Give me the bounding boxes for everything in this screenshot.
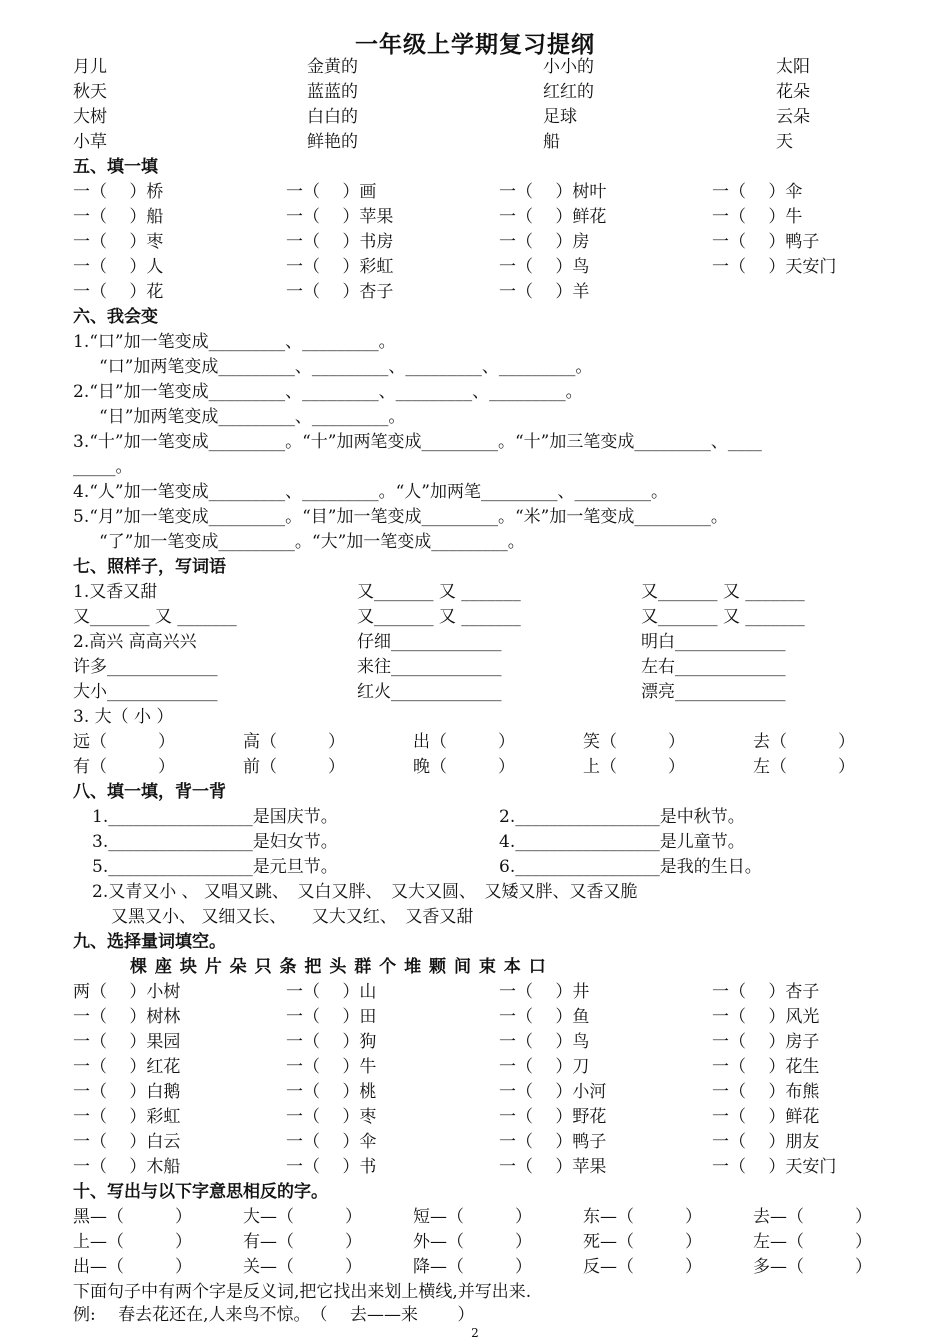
opposite-item: 左（ ） — [753, 757, 855, 777]
match-row — [73, 130, 890, 155]
opposite-item: 晚（ ） — [413, 757, 515, 777]
word-item: 又_______ 又 _______ — [641, 607, 805, 627]
phrase-line: 2.又青又小 、 又唱又跳、 又白又胖、 又大又圆、 又矮又胖、又香又脆 — [92, 882, 638, 902]
measure-item: 一（ ）刀 — [499, 1057, 590, 1077]
measure-row — [73, 1155, 890, 1180]
match-cell: 云朵 — [776, 107, 810, 127]
match-cell: 秋天 — [73, 82, 107, 102]
opposite-item: 高（ ） — [243, 732, 345, 752]
fill-item: 一（ ）船 — [73, 207, 164, 227]
fill-row — [73, 280, 890, 305]
holiday-item: 3._________________是妇女节。 — [92, 832, 338, 852]
antonym-item: 死—（ ） — [583, 1232, 702, 1252]
measure-row — [73, 1105, 890, 1130]
opposite-row — [73, 730, 890, 755]
match-row — [73, 80, 890, 105]
fill-item: 一（ ）苹果 — [286, 207, 394, 227]
opposite-item: 去（ ） — [753, 732, 855, 752]
word-item: 又_______ 又 _______ — [641, 582, 805, 602]
antonym-row — [73, 1255, 890, 1280]
antonym-item: 外—（ ） — [413, 1232, 532, 1252]
measure-item: 一（ ）天安门 — [712, 1157, 837, 1177]
holiday-item: 6._________________是我的生日。 — [499, 857, 762, 877]
opposite-item: 出（ ） — [413, 732, 515, 752]
fill-item: 一（ ）彩虹 — [286, 257, 394, 277]
fill-item: 一（ ）花 — [73, 282, 164, 302]
match-cell: 红红的 — [543, 82, 594, 102]
measure-item: 两（ ）小树 — [73, 982, 181, 1002]
match-cell: 蓝蓝的 — [307, 82, 358, 102]
word-item: 大小_____________ — [73, 682, 218, 702]
transform-line: 5.“月”加一笔变成_________。“目”加一笔变成_________。“米”加一笔变成_________。 — [73, 507, 728, 527]
fill-item: 一（ ）鸟 — [499, 257, 590, 277]
fill-item: 一（ ）桥 — [73, 182, 164, 202]
opposite-item: 有（ ） — [73, 757, 175, 777]
word-item: 红火_____________ — [357, 682, 502, 702]
measure-item: 一（ ）井 — [499, 982, 590, 1002]
word-item: 2.高兴 高高兴兴 — [73, 632, 197, 652]
word-row — [73, 655, 890, 680]
measure-item: 一（ ）桃 — [286, 1082, 377, 1102]
fill-row — [73, 230, 890, 255]
match-cell: 白白的 — [307, 107, 358, 127]
measure-item: 一（ ）木船 — [73, 1157, 181, 1177]
subheading: 3. 大（ 小 ） — [73, 707, 174, 727]
opposite-item: 前（ ） — [243, 757, 345, 777]
fill-item: 一（ ）画 — [286, 182, 377, 202]
transform-line: 2.“日”加一笔变成_________、_________、_________、_________。 — [73, 382, 583, 402]
measure-item: 一（ ）田 — [286, 1007, 377, 1027]
fill-item: 一（ ）牛 — [712, 207, 803, 227]
holiday-item: 1._________________是国庆节。 — [92, 807, 338, 827]
measure-item: 一（ ）鱼 — [499, 1007, 590, 1027]
transform-line: _____。 — [73, 457, 133, 477]
measure-item: 一（ ）朋友 — [712, 1132, 820, 1152]
measure-item: 一（ ）狗 — [286, 1032, 377, 1052]
antonym-item: 短—（ ） — [413, 1207, 532, 1227]
fill-item: 一（ ）羊 — [499, 282, 590, 302]
transform-line: 3.“十”加一笔变成_________。“十”加两笔变成_________。“十”加三笔变成_________、____ — [73, 432, 762, 452]
measure-item: 一（ ）风光 — [712, 1007, 820, 1027]
fill-item: 一（ ）杏子 — [286, 282, 394, 302]
transform-line: “了”加一笔变成_________。“大”加一笔变成_________。 — [82, 532, 525, 552]
opposite-item: 远（ ） — [73, 732, 175, 752]
match-cell: 鲜艳的 — [307, 132, 358, 152]
fill-item: 一（ ）鲜花 — [499, 207, 607, 227]
section-heading: 八、填一填，背一背 — [73, 782, 226, 802]
measure-row — [73, 980, 890, 1005]
fill-row — [73, 180, 890, 205]
measure-item: 一（ ）书 — [286, 1157, 377, 1177]
holiday-item: 2._________________是中秋节。 — [499, 807, 745, 827]
antonym-item: 黑—（ ） — [73, 1207, 192, 1227]
measure-row — [73, 1080, 890, 1105]
word-item: 明白_____________ — [641, 632, 786, 652]
word-item: 又_______ 又 _______ — [73, 607, 237, 627]
measure-item: 一（ ）鲜花 — [712, 1107, 820, 1127]
fill-item: 一（ ）枣 — [73, 232, 164, 252]
antonym-item: 大—（ ） — [243, 1207, 362, 1227]
match-cell: 金黄的 — [307, 57, 358, 77]
measure-item: 一（ ）布熊 — [712, 1082, 820, 1102]
holiday-item: 4._________________是儿童节。 — [499, 832, 745, 852]
antonym-item: 关—（ ） — [243, 1257, 362, 1277]
opposite-row — [73, 755, 890, 780]
measure-item: 一（ ）白云 — [73, 1132, 181, 1152]
measure-item: 一（ ）树林 — [73, 1007, 181, 1027]
fill-item: 一（ ）人 — [73, 257, 164, 277]
match-row — [73, 55, 890, 80]
fill-item: 一（ ）房 — [499, 232, 590, 252]
holiday-item: 5._________________是元旦节。 — [92, 857, 338, 877]
match-cell: 天 — [776, 132, 793, 152]
antonym-item: 有—（ ） — [243, 1232, 362, 1252]
phrase-line: 又黑又小、 又细又长、 又大又红、 又香又甜 — [111, 907, 474, 927]
match-cell: 船 — [543, 132, 560, 152]
measure-item: 一（ ）果园 — [73, 1032, 181, 1052]
word-item: 仔细_____________ — [357, 632, 502, 652]
antonym-row — [73, 1205, 890, 1230]
word-row — [73, 630, 890, 655]
antonym-item: 上—（ ） — [73, 1232, 192, 1252]
fill-item: 一（ ）书房 — [286, 232, 394, 252]
antonym-item: 多—（ ） — [753, 1257, 872, 1277]
match-cell: 太阳 — [776, 57, 810, 77]
fill-item: 一（ ）天安门 — [712, 257, 837, 277]
transform-line: 1.“口”加一笔变成_________、_________。 — [73, 332, 396, 352]
measure-item: 一（ ）小河 — [499, 1082, 607, 1102]
section-heading: 六、我会变 — [73, 307, 158, 327]
measure-item: 一（ ）枣 — [286, 1107, 377, 1127]
measure-row — [73, 1005, 890, 1030]
page-title: 一年级上学期复习提纲 — [355, 31, 595, 58]
section-heading: 五、填一填 — [73, 157, 158, 177]
measure-item: 一（ ）山 — [286, 982, 377, 1002]
measure-item: 一（ ）鸟 — [499, 1032, 590, 1052]
match-cell: 大树 — [73, 107, 107, 127]
match-cell: 月儿 — [73, 57, 107, 77]
instruction-text: 下面句子中有两个字是反义词,把它找出来划上横线,并写出来. — [73, 1282, 532, 1302]
opposite-item: 笑（ ） — [583, 732, 685, 752]
word-item: 来往_____________ — [357, 657, 502, 677]
page-number: 2 — [471, 1326, 479, 1340]
measure-row — [73, 1030, 890, 1055]
match-row — [73, 105, 890, 130]
measure-item: 一（ ）花生 — [712, 1057, 820, 1077]
match-cell: 小小的 — [543, 57, 594, 77]
measure-item: 一（ ）牛 — [286, 1057, 377, 1077]
transform-line: 4.“人”加一笔变成_________、_________。“人”加两笔_________、_________。 — [73, 482, 668, 502]
transform-line: “日”加两笔变成_________、_________。 — [82, 407, 406, 427]
antonym-item: 东—（ ） — [583, 1207, 702, 1227]
measure-item: 一（ ）彩虹 — [73, 1107, 181, 1127]
section-heading: 九、选择量词填空。 — [73, 932, 226, 952]
measure-row — [73, 1130, 890, 1155]
section-heading: 十、写出与以下字意思相反的字。 — [73, 1182, 328, 1202]
transform-line: “口”加两笔变成_________、_________、_________、_________。 — [82, 357, 593, 377]
measure-word-list: 棵 座 块 片 朵 只 条 把 头 群 个 堆 颗 间 束 本 口 — [130, 957, 547, 977]
word-item: 又_______ 又 _______ — [357, 582, 521, 602]
measure-row — [73, 1055, 890, 1080]
antonym-item: 左—（ ） — [753, 1232, 872, 1252]
example-text: 例: 春去花还在,人来鸟不惊。 （ 去——来 ） — [73, 1305, 475, 1325]
measure-item: 一（ ）红花 — [73, 1057, 181, 1077]
antonym-item: 去—（ ） — [753, 1207, 872, 1227]
measure-item: 一（ ）野花 — [499, 1107, 607, 1127]
antonym-row — [73, 1230, 890, 1255]
word-row — [73, 580, 890, 605]
fill-item: 一（ ）鸭子 — [712, 232, 820, 252]
word-item: 许多_____________ — [73, 657, 218, 677]
measure-item: 一（ ）白鹅 — [73, 1082, 181, 1102]
match-cell: 小草 — [73, 132, 107, 152]
antonym-item: 降—（ ） — [413, 1257, 532, 1277]
match-cell: 足球 — [543, 107, 577, 127]
fill-row — [73, 255, 890, 280]
opposite-item: 上（ ） — [583, 757, 685, 777]
match-cell: 花朵 — [776, 82, 810, 102]
measure-item: 一（ ）伞 — [286, 1132, 377, 1152]
fill-row — [73, 205, 890, 230]
word-row — [73, 605, 890, 630]
section-heading: 七、照样子，写词语 — [73, 557, 226, 577]
measure-item: 一（ ）房子 — [712, 1032, 820, 1052]
measure-item: 一（ ）杏子 — [712, 982, 820, 1002]
fill-item: 一（ ）伞 — [712, 182, 803, 202]
word-row — [73, 680, 890, 705]
fill-item: 一（ ）树叶 — [499, 182, 607, 202]
word-item: 左右_____________ — [641, 657, 786, 677]
word-item: 漂亮_____________ — [641, 682, 786, 702]
word-item: 1.又香又甜 — [73, 582, 158, 602]
antonym-item: 反—（ ） — [583, 1257, 702, 1277]
measure-item: 一（ ）鸭子 — [499, 1132, 607, 1152]
antonym-item: 出—（ ） — [73, 1257, 192, 1277]
measure-item: 一（ ）苹果 — [499, 1157, 607, 1177]
word-item: 又_______ 又 _______ — [357, 607, 521, 627]
